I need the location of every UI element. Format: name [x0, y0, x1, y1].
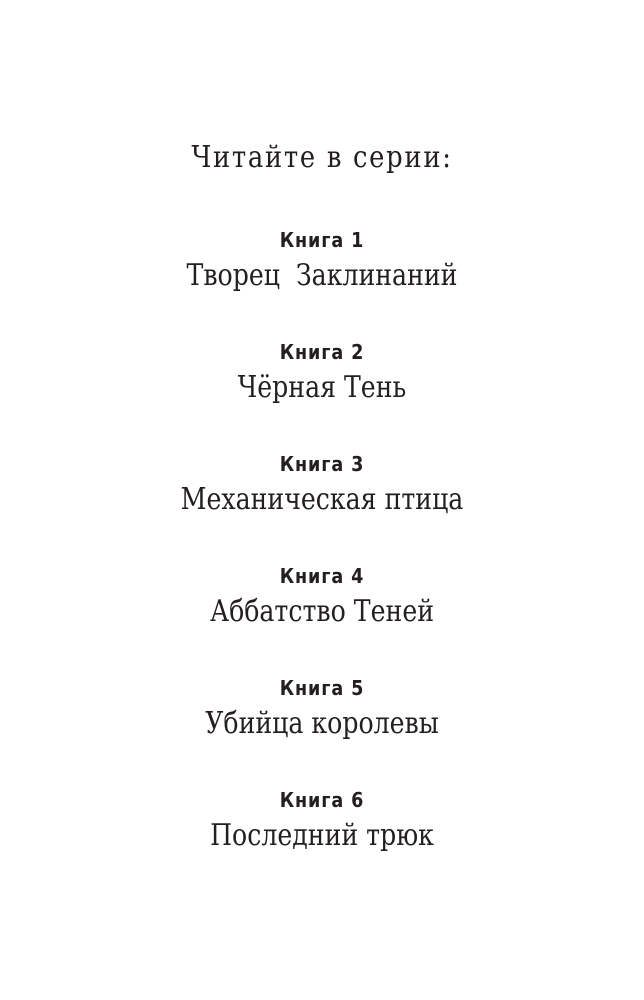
series-heading: Читайте в серии:	[191, 140, 453, 175]
book-entry-2	[0, 340, 644, 452]
book-title: Чёрная Тень	[237, 370, 407, 405]
series-book-list	[0, 228, 644, 900]
book-entry-1	[0, 228, 644, 340]
book-entry-3	[0, 452, 644, 564]
book-number: Книга 6	[279, 788, 365, 812]
book-title: Убийца королевы	[205, 706, 439, 741]
book-title: Творец Заклинаний	[186, 258, 458, 293]
book-entry-6	[0, 788, 644, 900]
book-title: Аббатство Теней	[209, 594, 435, 629]
book-number: Книга 2	[279, 340, 365, 364]
book-title: Механическая птица	[180, 482, 464, 517]
book-number: Книга 3	[279, 452, 365, 476]
book-number: Книга 5	[279, 676, 365, 700]
book-title: Последний трюк	[210, 818, 434, 853]
book-entry-5	[0, 676, 644, 788]
book-number: Книга 4	[279, 564, 365, 588]
book-entry-4	[0, 564, 644, 676]
book-number: Книга 1	[279, 228, 365, 252]
